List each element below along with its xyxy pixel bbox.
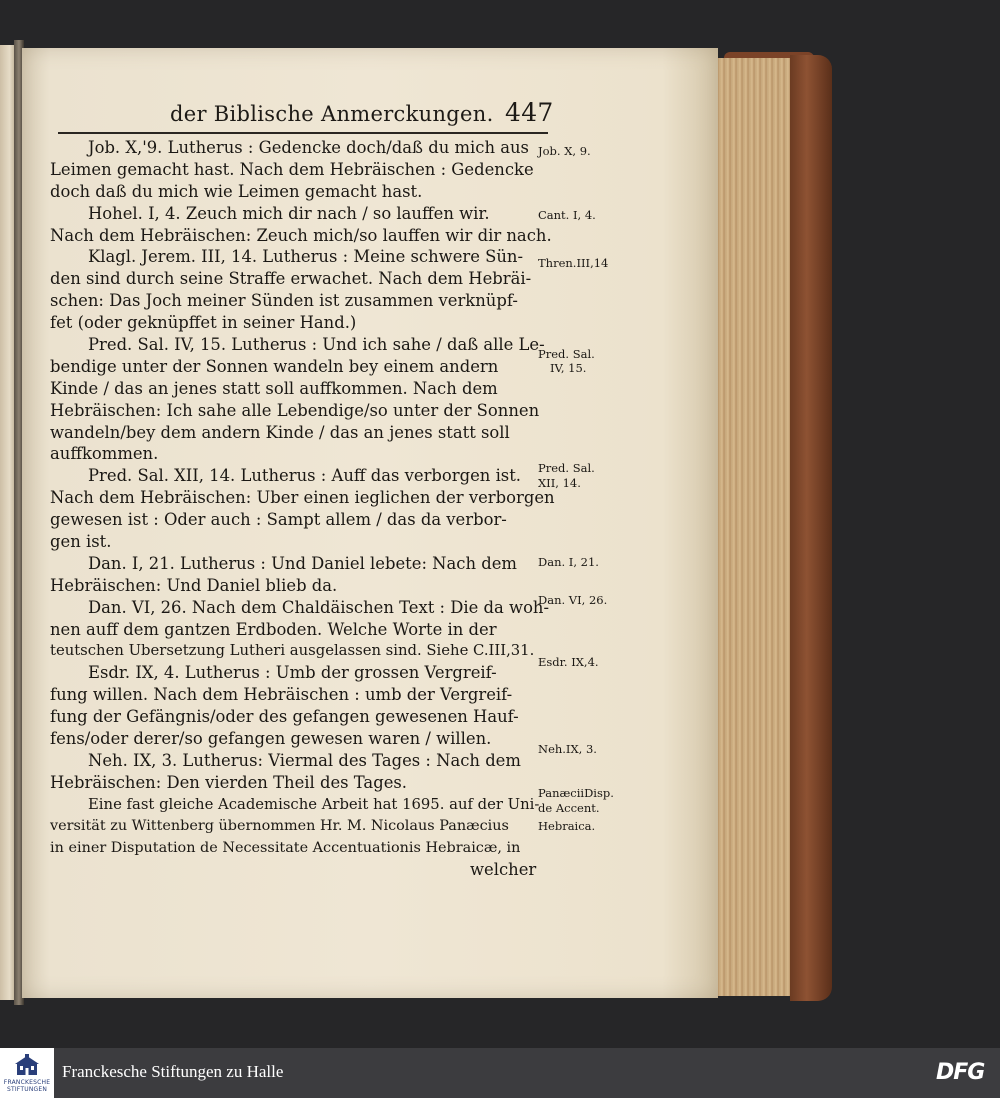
margin-note: Neh.IX, 3.	[538, 742, 597, 756]
margin-note: PanæciiDisp.	[538, 786, 614, 800]
text-line: Hohel. I, 4. Zeuch mich dir nach / so lauffen wir.	[88, 203, 490, 223]
page-block-edge	[712, 58, 794, 996]
text-line: Hebräischen: Den vierden Theil des Tages.	[50, 772, 408, 792]
margin-note: Hebraica.	[538, 819, 596, 833]
margin-note: Job. X, 9.	[538, 144, 591, 158]
logo-caption	[2, 1079, 52, 1093]
text-line: Esdr. IX, 4. Lutherus : Umb der grossen Vergreif-	[88, 663, 497, 683]
text-line: fet (oder geknüpffet in seiner Hand.)	[50, 313, 357, 333]
catchword: welcher	[470, 860, 537, 880]
institution-name[interactable]: Franckesche Stiftungen zu Halle	[62, 1062, 284, 1081]
text-line: Klagl. Jerem. III, 14. Lutherus : Meine schwere Sün-	[88, 247, 524, 267]
margin-note: Thren.III,14	[538, 256, 609, 270]
margin-note: Cant. I, 4.	[538, 208, 596, 222]
margin-note: Esdr. IX,4.	[538, 655, 599, 669]
text-line: nen auff dem gantzen Erdboden. Welche Worte in der	[50, 619, 497, 639]
margin-note: Pred. Sal.	[538, 461, 595, 475]
text-line: fung der Gefängnis/oder des gefangen gewesenen Hauf-	[50, 707, 519, 727]
text-line: Dan. VI, 26. Nach dem Chaldäischen Text : Die da woh-	[88, 597, 550, 617]
text-line: Nach dem Hebräischen: Zeuch mich/so lauffen wir dir nach.	[50, 225, 552, 245]
running-head: der Biblische Anmerckungen.	[170, 102, 494, 126]
text-line: gen ist.	[50, 532, 112, 552]
body-text	[50, 137, 555, 881]
text-line: Eine fast gleiche Academische Arbeit hat 1695. auf der Uni-	[88, 795, 540, 813]
logo-caption-line: STIFTUNGEN	[6, 1086, 48, 1093]
text-line: in einer Disputation de Necessitate Accentuationis Hebraicæ, in	[50, 839, 521, 856]
page-header	[170, 98, 554, 134]
viewer-footer	[0, 1048, 1000, 1098]
text-line: gewesen ist : Oder auch : Sampt allem / das da verbor-	[50, 510, 507, 530]
text-line: Dan. I, 21. Lutherus : Und Daniel lebete: Nach dem	[88, 553, 517, 573]
orphanage-building-icon	[14, 1054, 40, 1076]
text-line: auffkommen.	[50, 444, 159, 464]
text-line: Pred. Sal. XII, 14. Lutherus : Auff das verborgen ist.	[88, 466, 522, 486]
margin-note: Pred. Sal.	[538, 347, 595, 361]
margin-note: Dan. I, 21.	[538, 555, 599, 569]
text-line: Neh. IX, 3. Lutherus: Viermal des Tages : Nach dem	[88, 750, 521, 770]
text-line: den sind durch seine Straffe erwachet. Nach dem Hebräi-	[50, 269, 532, 289]
margin-note: IV, 15.	[550, 361, 587, 375]
dfg-logo[interactable]: DFG	[936, 1060, 985, 1085]
text-line: schen: Das Joch meiner Sünden ist zusammen verknüpf-	[50, 291, 518, 311]
text-line: fung willen. Nach dem Hebräischen : umb der Vergreif-	[50, 685, 513, 705]
text-line: fens/oder derer/so gefangen gewesen waren / willen.	[50, 729, 492, 749]
text-line: teutschen Ubersetzung Lutheri ausgelassen sind. Siehe C.III,31.	[50, 642, 535, 660]
margin-note: XII, 14.	[538, 476, 581, 490]
text-line: Nach dem Hebräischen: Uber einen ieglichen der verborgen	[50, 488, 555, 508]
text-line: bendige unter der Sonnen wandeln bey einem andern	[50, 356, 499, 376]
text-line: doch daß du mich wie Leimen gemacht hast.	[50, 181, 423, 201]
text-line: wandeln/bey dem andern Kinde / das an jenes statt soll	[50, 422, 510, 442]
page-number: 447	[505, 98, 554, 127]
logo-caption-line: FRANCKESCHE	[3, 1079, 51, 1086]
text-line: Hebräischen: Ich sahe alle Lebendige/so unter der Sonnen	[50, 400, 540, 420]
header-rule	[58, 132, 548, 134]
text-line: Leimen gemacht hast. Nach dem Hebräischen : Gedencke	[50, 159, 534, 179]
text-line: Pred. Sal. IV, 15. Lutherus : Und ich sahe / daß alle Le-	[88, 335, 545, 355]
franckesche-logo[interactable]	[0, 1048, 54, 1098]
text-line: Kinde / das an jenes statt soll auffkommen. Nach dem	[50, 378, 498, 398]
margin-note: Dan. VI, 26.	[538, 593, 608, 607]
margin-note: de Accent.	[538, 801, 600, 815]
book-cover-edge	[790, 55, 832, 1001]
text-line: Hebräischen: Und Daniel blieb da.	[50, 575, 338, 595]
text-line: versität zu Wittenberg übernommen Hr. M. Nicolaus Panæcius	[50, 817, 509, 834]
text-line: Job. X,'9. Lutherus : Gedencke doch/daß du mich aus	[88, 138, 529, 157]
